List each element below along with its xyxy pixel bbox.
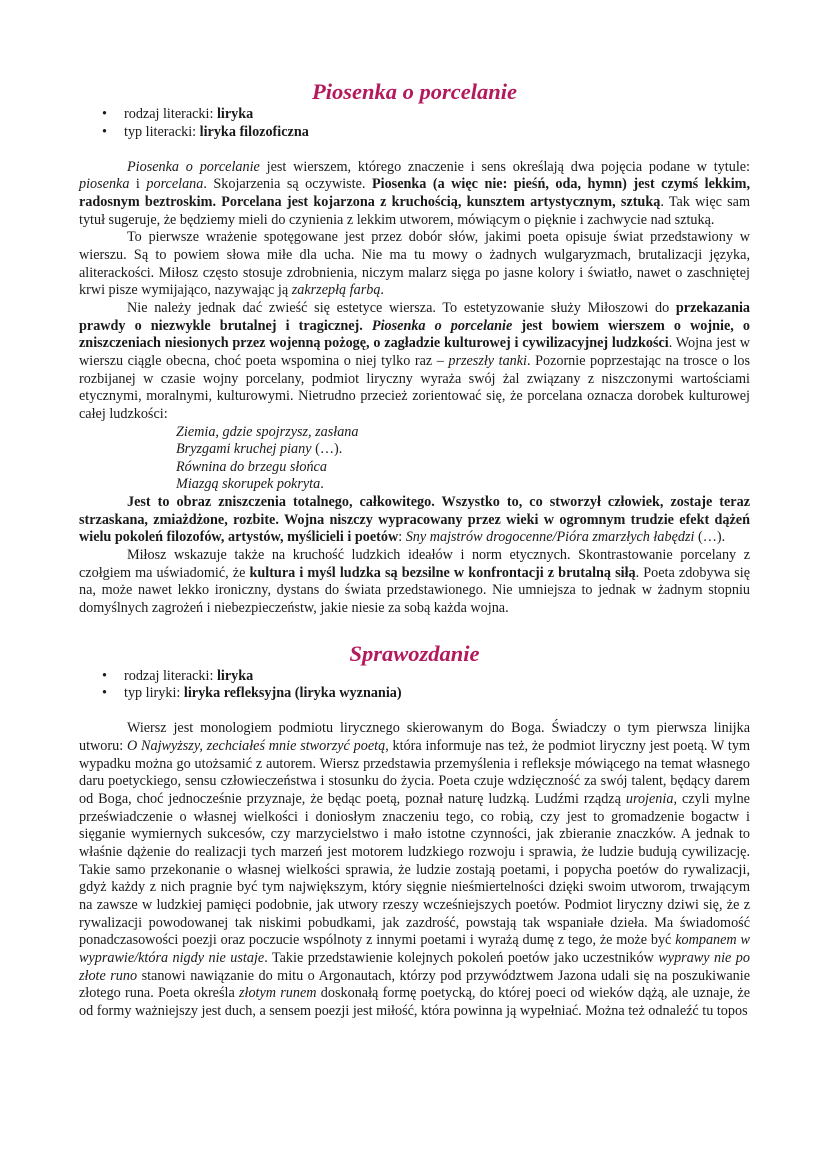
text: Wiersz jest monologiem podmiotu lirycznego skierowanym do Boga. Świadczy o tym pierwsza linijka utworu: xyxy=(79,720,750,755)
metadata-list xyxy=(79,668,750,703)
bold-italic-text: Piosenka o porcelanie xyxy=(371,317,513,334)
italic-text: kompanem w wyprawie/która nigdy nie ustaje xyxy=(79,932,750,966)
text: Miłosz wskazuje także na kruchość ludzkich ideałów i norm etycznych. Skontrastowanie porcelany z czołgiem ma uświadomić, że xyxy=(79,546,750,581)
metadata-item-rodzaj xyxy=(79,106,750,124)
italic-text: złotym runem xyxy=(239,985,317,1002)
metadata-item-typ xyxy=(79,685,750,703)
text: , czyli mylne przeświadczenie o własnej wielkości i doniosłym znaczeniu tego, co robią, czy jest to gromadzenie bogactw i sięganie wymiernych sukcesów, czy marzycielstwo i mało istotne czynności, jak zbieranie znaczków. A jednak to właśnie dążenie do realizacji tych marzeń jest motorem ludzkiego rozwoju i sprawia, że ludzie budują cywilizację. Takie samo przekonanie o własnej wielkości sprawia, że ludzie zostają poetami, i popycha poetów do rywalizacji, gdyż każdy z nich pragnie być tym największym, który sięgnie nieśmiertelności dzięki swoim utworom, trwającym na zawsze w ludzkiej pamięci podobnie, jak utwory rzeszy wcześniejszych poetów. Podmiot liryczny dziwi się, że z rywalizacji powodowanej tak niskimi pobudkami, jak zazdrość, powstają tak wspaniałe dzieła. Ma świadomość ponadczasowości poezji oraz poczucie wspólnoty z innymi poetami i wyrażą dumę z tego, że może być xyxy=(79,791,750,949)
paragraph xyxy=(79,229,750,300)
metadata-value: liryka xyxy=(216,667,254,684)
italic-text: porcelana xyxy=(146,176,204,193)
italic-text: Piosenka o porcelanie xyxy=(127,158,260,175)
spacer xyxy=(79,703,750,721)
paragraph xyxy=(79,720,750,1020)
metadata-item-typ xyxy=(79,124,750,142)
italic-text: przeszły tanki xyxy=(448,353,527,369)
bullet-icon: • xyxy=(102,106,107,122)
metadata-value: liryka xyxy=(216,106,254,122)
paragraph xyxy=(79,494,750,547)
text: Nie należy jednak dać zwieść się estetyce wiersza. To estetyzowanie służy Miłoszowi do xyxy=(127,300,676,317)
text: . Takie przedstawienie kolejnych pokoleń poetów jako uczestników xyxy=(264,949,659,966)
bold-text: Jest to obraz zniszczenia totalnego, całkowitego. Wszystko to, co stworzył człowiek, zostaje teraz strzaskana, zmiażdżone, rozbite. Wojna niszczy wypracowany przez wieki w ogromnym trudzie efekt dążeń wielu pokoleń filozofów, artystów, myślicieli i poetów xyxy=(79,494,750,546)
text: . Skojarzenia są oczywiste. xyxy=(203,176,372,193)
text: i xyxy=(129,176,147,193)
metadata-item-rodzaj xyxy=(79,668,750,686)
verse-line: Ziemia, gdzie spojrzysz, zasłana xyxy=(176,423,359,440)
spacer xyxy=(79,618,750,640)
text: (…). xyxy=(694,529,726,546)
paragraph xyxy=(79,300,750,424)
italic-text: Sny majstrów drogocenne/Pióra zmarzłych łabędzi xyxy=(405,529,695,546)
section-title-sprawozdanie: Sprawozdanie xyxy=(349,640,480,666)
document-page xyxy=(79,78,750,1021)
text: jest wierszem, którego znaczenie i sens określają dwa pojęcia podane w tytule: xyxy=(259,158,750,175)
spacer xyxy=(79,141,750,159)
italic-text: piosenka xyxy=(79,176,130,193)
text: . Poeta zdobywa się na, może nawet lekko ironiczny, dystans do świata przedstawionego. Nie umniejsza to jednak w żadnym stopniu domyślnych zagrożeń i niebezpieczeństw, jakie niesie za sobą każda wojna. xyxy=(79,564,750,616)
bullet-icon: • xyxy=(102,123,107,140)
paragraph xyxy=(79,547,750,618)
text: stanowi nawiązanie do mitu o Argonautach, którzy pod przywództwem Jazona udali się na poszukiwanie złotego runa. Poeta określa xyxy=(79,967,750,1002)
metadata-value: liryka filozoficzna xyxy=(199,123,309,140)
verse-quote xyxy=(79,424,750,494)
section-title-piosenka: Piosenka o porcelanie xyxy=(312,79,517,104)
bullet-icon: • xyxy=(102,685,107,702)
metadata-label: rodzaj literacki: xyxy=(124,667,217,684)
metadata-label: typ literacki: xyxy=(124,123,200,140)
bold-text: przekazania prawdy o niezwykle brutalnej i tragicznej. xyxy=(79,300,750,334)
bold-text: Piosenka (a więc nie: pieśń, oda, hymn) jest czymś lekkim, radosnym beztroskim. Porcelana jest kojarzona z kruchością, kunsztem artystycznym, sztuką xyxy=(79,176,751,211)
metadata-label: typ liryki: xyxy=(124,685,184,702)
verse-line: Miazgą skorupek pokryta. xyxy=(176,476,324,493)
text: doskonałą formę poetycką, do której poeci od wieków dążą, ale uznaje, że od formy ważniejszy jest duch, a sensem poezji jest miłość, która powinna ją wypełniać. Można też odnaleźć tu topos xyxy=(79,985,750,1019)
italic-text: urojenia xyxy=(625,791,674,807)
metadata-list xyxy=(79,106,750,141)
italic-text: O Najwyższy, zechciałeś mnie stworzyć poetą xyxy=(126,738,386,755)
text: : xyxy=(398,529,406,546)
text: To pierwsze wrażenie spotęgowane jest przez dobór słów, jakimi poeta opisuje świat przedstawiony w wierszu. Są to powiem słowa miłe dla ucha. Nie ma tu mowy o żadnych wulgaryzmach, brutalizacji języka, aliterackości. Miłosz często stosuje zdrobnienia, niczym malarz sięga po jasne kolory i światło, nawet o zaschniętej krwi pisze wymijająco, nazywając ją xyxy=(79,229,750,299)
paragraph xyxy=(79,159,750,230)
text: , która informuje nas też, że podmiot liryczny jest poetą. W tym wypadku można go utożsamić z autorem. Wiersz przedstawia przemyślenia i refleksje mówiącego na temat własnego daru poetyckiego, sensu człowieczeństwa i stosunku do życia. Poeta czuje wdzięczność za swój talent, będący darem od Boga, choć jednocześnie przyznaje, że będąc poetą, poznał naturę ludzką. Ludźmi rządzą xyxy=(79,738,751,807)
text: . xyxy=(380,282,384,299)
verse-line: Równina do brzegu słońca xyxy=(176,458,327,475)
bold-text: kultura i myśl ludzka są bezsilne w konfrontacji z brutalną siłą xyxy=(249,564,636,581)
verse-line: Bryzgami kruchej piany (…). xyxy=(176,441,343,458)
bold-text: jest bowiem wierszem o wojnie, o zniszczeniach niesionych przez wojenną pożogę, o zagładzie kulturowej i cywilizacyjnej ludzkości xyxy=(79,317,750,352)
text: . Wojna jest w wierszu ciągle obecna, choć poeta wspomina o niej tylko raz – xyxy=(79,335,750,369)
italic-text: wyprawy nie po złote runo xyxy=(79,949,750,984)
italic-text: zakrzepłą farbą xyxy=(291,282,381,299)
text: . Pozornie poprzestając na trosce o los rozbijanej w czasie wojny porcelany, podmiot liryczny wyraża swój żal związany z niszczonymi wartościami etycznymi, moralnymi, kulturowymi. Nietrudno przecież zorientować się, że porcelana oznacza dorobek kulturowej całej ludzkości: xyxy=(79,353,751,422)
text: . Tak więc sam tytuł sugeruje, że będziemy mieli do czynienia z lekkim utworem, mówiącym o pięknie i zachwycie nad sztuką. xyxy=(79,194,750,228)
metadata-value: liryka refleksyjna (liryka wyznania) xyxy=(183,685,402,702)
metadata-label: rodzaj literacki: xyxy=(124,106,217,122)
bullet-icon: • xyxy=(102,667,107,684)
